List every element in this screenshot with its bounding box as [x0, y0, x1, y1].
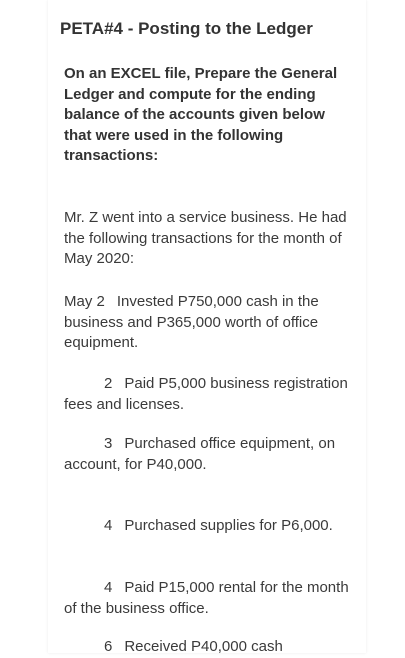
transaction-item: [64, 578, 354, 619]
transaction-item: [64, 637, 354, 658]
transaction-text: Paid P15,000 rental for the month of the business office.: [64, 579, 349, 617]
transaction-item: [64, 516, 354, 537]
transaction-day: 2: [104, 375, 113, 392]
transaction-day: 6: [104, 638, 113, 655]
transaction-text: Purchased office equipment, on account, for P40,000.: [64, 435, 336, 473]
transaction-day: May 2: [64, 293, 105, 310]
transaction-day: 3: [104, 435, 113, 452]
transaction-text: Received P40,000 cash: [124, 638, 283, 655]
intro-text: Mr. Z went into a service business. He had the following transactions for the month of May 2020:: [64, 209, 347, 267]
transaction-day: 4: [104, 579, 113, 596]
transaction-item: [64, 374, 354, 415]
page-title: PETA#4 - Posting to the Ledger: [60, 19, 313, 38]
transaction-item: [64, 434, 354, 475]
instructions-text: On an EXCEL file, Prepare the General Ledger and compute for the ending balance of the accounts given below that were used in the following transactions:: [64, 65, 338, 164]
transaction-text: Purchased supplies for P6,000.: [124, 517, 333, 534]
transaction-text: Paid P5,000 business registration fees and licenses.: [64, 375, 348, 413]
transaction-day: 4: [104, 517, 113, 534]
transaction-text: Invested P750,000 cash in the business and P365,000 worth of office equipment.: [64, 293, 319, 351]
transaction-item: [64, 292, 354, 354]
